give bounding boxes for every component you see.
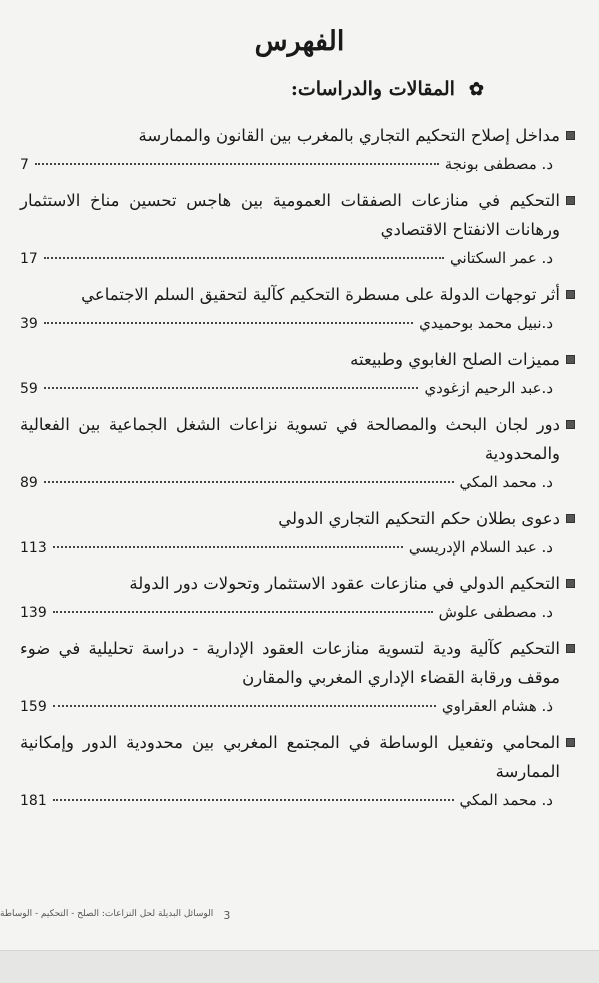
entry-title: مداخل إصلاح التحكيم التجاري بالمغرب بين القانون والممارسة — [138, 126, 560, 145]
dot-leader — [53, 611, 433, 613]
entry-author: د.نبيل محمد بوحميدي — [419, 314, 553, 332]
entry-title: المحامي وتفعيل الوساطة في المجتمع المغربي بين محدودية الدور وإمكانية الممارسة — [20, 733, 560, 781]
page-title: الفهرس — [254, 26, 345, 57]
toc-entry[interactable] — [20, 569, 575, 627]
square-bullet-icon — [566, 420, 575, 429]
entry-author: د. محمد المكي — [459, 791, 553, 809]
toc-entry[interactable] — [20, 728, 575, 815]
dot-leader — [44, 257, 444, 259]
entry-author: د. مصطفى بونجة — [444, 155, 553, 173]
square-bullet-icon — [566, 644, 575, 653]
entry-title: التحكيم كآلية ودية لتسوية منازعات العقود الإدارية - دراسة تحليلية في ضوء موقف ورقابة القضاء الإداري المغربي والمقارن — [20, 639, 560, 687]
toc-entry[interactable] — [20, 504, 575, 562]
section-heading — [291, 78, 484, 100]
square-bullet-icon — [566, 738, 575, 747]
dot-leader — [44, 322, 413, 324]
page-footer — [0, 909, 599, 922]
ornament-icon: ✿ — [468, 78, 484, 100]
entry-title: مميزات الصلح الغابوي وطبيعته — [350, 350, 560, 369]
dot-leader — [53, 705, 436, 707]
toc-entry[interactable] — [20, 410, 575, 497]
entry-page-number: 159 — [20, 699, 47, 715]
entry-author: د. عبد السلام الإدريسي — [408, 538, 553, 556]
entry-author: د.عبد الرحيم ازغودي — [424, 379, 553, 397]
toc-list — [20, 121, 575, 822]
entry-title: التحكيم في منازعات الصفقات العمومية بين هاجس تحسين مناخ الاستثمار ورهانات الانفتاح الاقتصادي — [20, 191, 560, 239]
square-bullet-icon — [566, 196, 575, 205]
square-bullet-icon — [566, 355, 575, 364]
entry-author: د. محمد المكي — [459, 473, 553, 491]
entry-title: التحكيم الدولي في منازعات عقود الاستثمار وتحولات دور الدولة — [129, 574, 560, 593]
toc-entry[interactable] — [20, 345, 575, 403]
square-bullet-icon — [566, 290, 575, 299]
entry-title: أثر توجهات الدولة على مسطرة التحكيم كآلية لتحقيق السلم الاجتماعي — [81, 285, 560, 304]
entry-page-number: 7 — [20, 157, 29, 173]
dot-leader — [44, 481, 454, 483]
toc-entry[interactable] — [20, 121, 575, 179]
entry-author: ذ. هشام العقراوي — [441, 697, 553, 715]
entry-page-number: 59 — [20, 381, 38, 397]
dot-leader — [53, 546, 403, 548]
entry-title: دور لجان البحث والمصالحة في تسوية نزاعات الشغل الجماعية بين الفعالية والمحدودية — [20, 415, 560, 463]
entry-author: د. مصطفى علوش — [438, 603, 553, 621]
dot-leader — [35, 163, 439, 165]
toc-entry[interactable] — [20, 280, 575, 338]
footer-page-number: 3 — [223, 909, 231, 922]
dot-leader — [44, 387, 419, 389]
square-bullet-icon — [566, 514, 575, 523]
entry-title: دعوى بطلان حكم التحكيم التجاري الدولي — [278, 509, 560, 528]
entry-page-number: 89 — [20, 475, 38, 491]
entry-page-number: 39 — [20, 316, 38, 332]
entry-page-number: 181 — [20, 793, 47, 809]
square-bullet-icon — [566, 131, 575, 140]
toc-entry[interactable] — [20, 634, 575, 721]
entry-author: د. عمر السكتاني — [449, 249, 553, 267]
scan-bottom-edge — [0, 950, 599, 983]
dot-leader — [53, 799, 454, 801]
square-bullet-icon — [566, 579, 575, 588]
entry-page-number: 17 — [20, 251, 38, 267]
section-title: المقالات والدراسات: — [290, 78, 455, 100]
entry-page-number: 139 — [20, 605, 47, 621]
footer-book-title: الوسائل البديلة لحل النزاعات: الصلح - التحكيم - الوساطة — [0, 909, 214, 919]
entry-page-number: 113 — [20, 540, 47, 556]
toc-entry[interactable] — [20, 186, 575, 273]
